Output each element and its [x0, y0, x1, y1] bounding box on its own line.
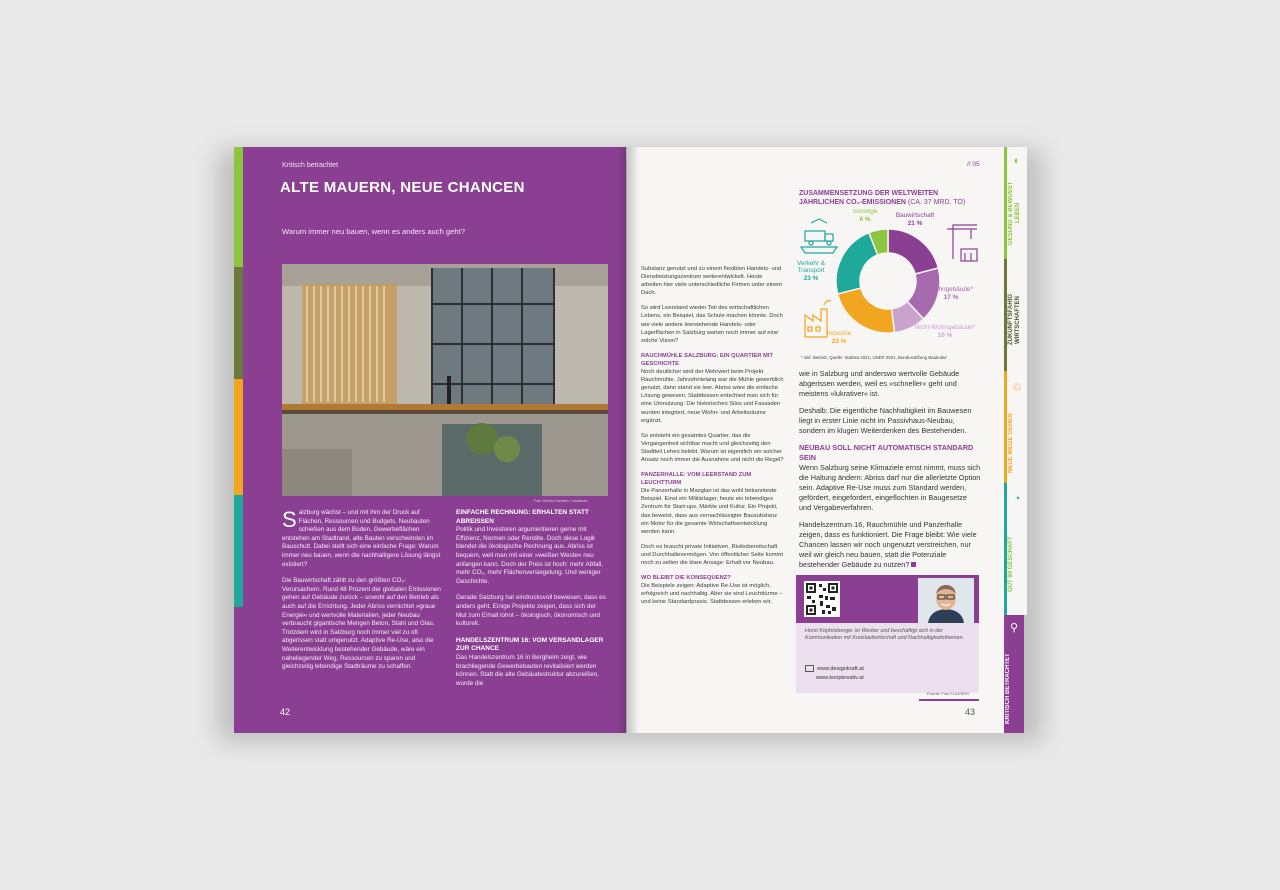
slice-value-5: 23 % — [803, 275, 819, 282]
author-avatar — [918, 578, 974, 623]
article-subtitle: Warum immer neu bauen, wenn es anders auch geht? — [282, 227, 465, 236]
link-koopkreativ[interactable]: www.koopkreativ.at — [816, 675, 864, 681]
right-column-1 — [641, 265, 785, 613]
section-heading: NEUBAU SOLL NICHT AUTOMATISCH STANDARD SEIN — [799, 443, 974, 462]
slice-label-2: Wohngebäude* — [929, 286, 973, 293]
left-column-1 — [282, 509, 442, 680]
left-column-2 — [456, 509, 608, 696]
band-teal — [234, 495, 243, 607]
slice-label-4: Industrie — [826, 330, 852, 337]
right-column-2 — [799, 369, 981, 577]
right-page — [627, 147, 1024, 733]
left-color-bands — [234, 147, 243, 733]
tab-kritisch-label: KRITISCH BETRACHTET — [1005, 653, 1011, 725]
author-box — [796, 575, 979, 693]
paragraph: Die Bauwirtschaft zählt zu den größten CO₂-Verursachern. Rund 48 Prozent der globalen Emissionen gehen auf Gebäude zurück – sowohl auf den Betrieb als auch auf die Errichtung. Jeder Abriss vernichtet »graue Energie« und wertvolle Materialien, jeder Neubau verbraucht gigantische Mengen Beton, Stahl und Glas. Trotzdem wird in Salzburg noch immer viel zu oft abgerissen statt umgenutzt. Adaptive Re-Use, also die Weiterentwicklung bestehender Gebäude, wäre ein naheliegender Weg, Ressourcen zu sparen und gleichzeitig lebendige Stadträume zu schaffen. — [282, 577, 441, 671]
paragraph: So entsteht ein gesamtes Quartier, das die Vergangenheit sichtbar macht und gleichzeitig den Stadtteil Lehen belebt. Warum ist eigentlich ein solcher Ansatz noch immer die Ausnahme und nicht die Regel? — [641, 432, 784, 463]
paragraph: Substanz genutzt und zu einem flexiblen Handels- und Dienstleistungszentrum weiterentwickelt. Heute arbeiten hier viele unterschiedliche Firmen unter einem Dach. — [641, 266, 783, 297]
pie-slice-1 — [888, 229, 938, 274]
page-number-right: 43 — [965, 707, 976, 717]
tab-zukunft-label: ZUKUNFTSFÄHIG WIRTSCHAFTEN — [1008, 294, 1021, 346]
atrium-photo — [282, 264, 608, 496]
paragraph: Wenn Salzburg seine Klimaziele ernst nimmt, muss sich die Haltung ändern: Abriss darf nur die allerletzte Option sein. Adaptive Re-Use muss zum Standard werden, gefördert, eingefordert, eingeflochten in Baugesetze und Vergabeverfahren. — [799, 463, 981, 512]
section-heading: EINFACHE RECHNUNG: ERHALTEN STATT ABREISSEN — [456, 509, 589, 525]
pie-slice-4 — [838, 288, 895, 333]
paragraph: Die Beispiele zeigen: Adaptive Re-Use ist möglich, erfolgreich und nachhaltig. Aber sie sind Leuchttürme – und keine Standardpraxis. Stattdessen erleben wir, — [641, 583, 783, 606]
paragraph: Das Handelszentrum 16 in Bergheim zeigt, wie brachliegende Gewerbebauten revitalisiert werden können. Statt die alte Gebäudestruktur abzureißen, wurde die — [456, 653, 599, 687]
chart-footnote: * inkl. Betrieb, Quelle: Statista 2021, UNEP 2021, Bundesstiftung Baukultur — [801, 355, 947, 360]
section-heading: RAUCHMÜHLE SALZBURG: EIN QUARTIER MIT GESCHICHTE — [641, 352, 774, 367]
article-title: ALTE MAUERN, NEUE CHANCEN — [280, 179, 525, 196]
tab-zukunft[interactable] — [1004, 259, 1027, 371]
section-sidebar — [1004, 147, 1024, 733]
co2-donut-chart — [795, 209, 981, 353]
band-purple — [234, 607, 243, 733]
paragraph: Politik und Investoren argumentieren gerne mit Effizienz, Normen oder Rendite. Doch diese Logik blendet die ökologische Rechnung aus. Abriss ist bequem, weil man mit einer »weißen Weste« neu anfangen kann. Doch der Preis ist hoch: mehr Abfall, mehr CO₂, mehr Flächenversiegelung. Und weniger Geschichte. — [456, 526, 604, 585]
slice-label-6: Sonstige — [852, 209, 878, 215]
tab-gesund-label: GESUND & BEWUSST LEBEN — [1008, 181, 1021, 245]
paragraph: wie in Salzburg und anderswo wertvolle Gebäude abgerissen werden, weil es »schneller« geht und meistens »lukrativer« ist. — [799, 369, 960, 398]
section-heading: HANDELSZENTRUM 16: VOM VERSANDLAGER ZUR CHANCE — [456, 636, 604, 653]
slice-label-1: Bauwirtschaft — [895, 212, 935, 219]
section-heading: WO BLEIBT DIE KONSEQUENZ? — [641, 575, 731, 582]
paragraph: Handelszentrum 16, Rauchmühle und Panzerhalle zeigen, dass es funktioniert. Die Frage bleibt: Wie viele Chancen lassen wir noch ungenutzt verstreichen, nur weil wir gleich neu bauen, statt die Potenziale bestehender Gebäude zu nutzen? — [799, 520, 977, 569]
author-bio — [805, 628, 975, 643]
intro-paragraph: alzburg wächst – und mit ihm der Druck auf Flächen, Ressourcen und Budgets. Neubauten schießen aus dem Boden, Gewerbeflächen entstehen am Stadtrand, alte Bauten verschwinden im Bauschutt. Dabei stellt sich eine einfache Frage: Warum immer neu bauen, wenn die nachhaltigere Lösung längst existiert? — [282, 509, 441, 568]
chart-title-line2: JÄHRLICHEN CO₂-EMISSIONEN — [799, 199, 906, 206]
tab-gut-im-geschaeft[interactable] — [1004, 483, 1027, 615]
chart-title-suffix: (CA. 37 MRD. TO) — [907, 199, 966, 206]
slice-value-4: 23 % — [831, 338, 847, 345]
pie-slice-5 — [836, 233, 878, 294]
band-olive — [234, 267, 243, 379]
author-description: ist Werber und beschäftigt sich in der Kommunikation mit Kreislaufwirtschaft und Nachhaltigkeitsthemen. — [805, 628, 965, 642]
paragraph: Noch deutlicher wird der Mehrwert beim Projekt Rauchmühle. Jahrzehntelang war die Mühle gewerblich genutzt, dann stand sie leer. Abriss wäre die einfache Lösung gewesen. Stattdessen entschied man sich für eine Umnutzung: Die historischen Silos und Fassaden wurden integriert, neue Wohn- und Arbeitsräume ergänzt. — [641, 369, 784, 424]
bike-icon: ♲ — [1012, 382, 1022, 394]
clock-icon: ◔ — [1013, 493, 1021, 505]
truck-ship-icon — [801, 219, 837, 253]
credit-underline — [919, 699, 979, 701]
photo-credit: Foto: Dimitar Gamtsev / artadiarch — [534, 499, 588, 503]
author-box-header — [796, 575, 979, 623]
slice-label-5: Verkehr & Transport — [796, 260, 826, 274]
kicker: Kritisch betrachtet — [282, 162, 339, 169]
apple-icon: ◐ — [1013, 155, 1021, 167]
paragraph: So wird Leerstand wieder Teil des wirtschaftlichen Lebens, ein Beispiel, das Schule machen könnte. Doch wie viele andere leerstehende Handels- oder Lagerflächen in Salzburg warten noch immer auf eine solche Vision? — [641, 305, 783, 344]
left-page — [234, 147, 626, 733]
slice-value-1: 21 % — [907, 220, 923, 227]
band-orange — [234, 379, 243, 495]
spine-gutter — [617, 147, 639, 733]
crane-icon — [947, 225, 977, 261]
tab-neue-wege-label: NEUE WEGE GEHEN — [1008, 413, 1014, 473]
paragraph: Doch es braucht private Initiativen, Risikobereitschaft und Durchhaltevermögen. Von öffentlicher Seite kommt noch zu selten die klare Ansage: Erhalt vor Neubau. — [641, 543, 783, 566]
page-number-left: 42 — [280, 707, 291, 717]
slice-value-2: 17 % — [943, 294, 959, 301]
magnifier-icon: ⚲ — [1009, 622, 1019, 634]
band-green — [234, 147, 243, 267]
section-heading: PANZERHALLE: VOM LEERSTAND ZUM LEUCHTTURM — [641, 472, 752, 487]
chart-title — [799, 189, 965, 207]
tab-neue-wege[interactable] — [1004, 371, 1027, 483]
author-links — [805, 665, 864, 683]
slice-value-3: 10 % — [937, 332, 953, 339]
tab-gesund[interactable] — [1004, 147, 1027, 259]
slice-label-3: Nicht-Wohngebäude* — [914, 324, 976, 331]
qr-code-icon[interactable] — [804, 581, 840, 617]
paragraph: Gerade Salzburg hat eindrucksvoll bewiesen, dass es anders geht. Einige Projekte zeigen, dass sich der Mut zum Erhalt lohnt – ökologisch, ökonomisch und kulturell. — [456, 594, 606, 628]
chart-title-line1: ZUSAMMENSETZUNG DER WELTWEITEN — [799, 190, 939, 197]
slice-value-6: 6 % — [859, 216, 871, 223]
end-mark — [911, 562, 916, 567]
portrait-credit: Porträt: Foto FLAUSEN — [927, 691, 969, 696]
page-reference: // 05 — [967, 161, 980, 168]
tab-gut-label: GUT IM GESCHÄFT — [1008, 536, 1014, 592]
atrium-photo-illustration — [282, 264, 608, 496]
tab-kritisch[interactable] — [1004, 615, 1024, 733]
dropcap: S — [282, 507, 297, 532]
monitor-icon — [805, 665, 814, 672]
author-name: Horst Köpfelsberger — [805, 628, 853, 634]
paragraph: Deshalb: Die eigentliche Nachhaltigkeit im Bauwesen liegt in erster Linie nicht im Passivhaus-Neubau, sondern im klugen Weiterdenken des Bestehenden. — [799, 406, 972, 435]
paragraph: Die Panzerhalle in Maxglan ist das wohl bekannteste Beispiel. Einst ein Militärlager, heute ein lebendiges Zentrum für Start-ups, Märkte und Kultur. Ein Projekt, das beweist, dass aus vernachlässigter Bausubstanz ein Motor für die gesamte Wirtschaftsentwicklung werden kann. — [641, 488, 778, 535]
link-designkraft[interactable]: www.designkraft.at — [817, 666, 864, 672]
